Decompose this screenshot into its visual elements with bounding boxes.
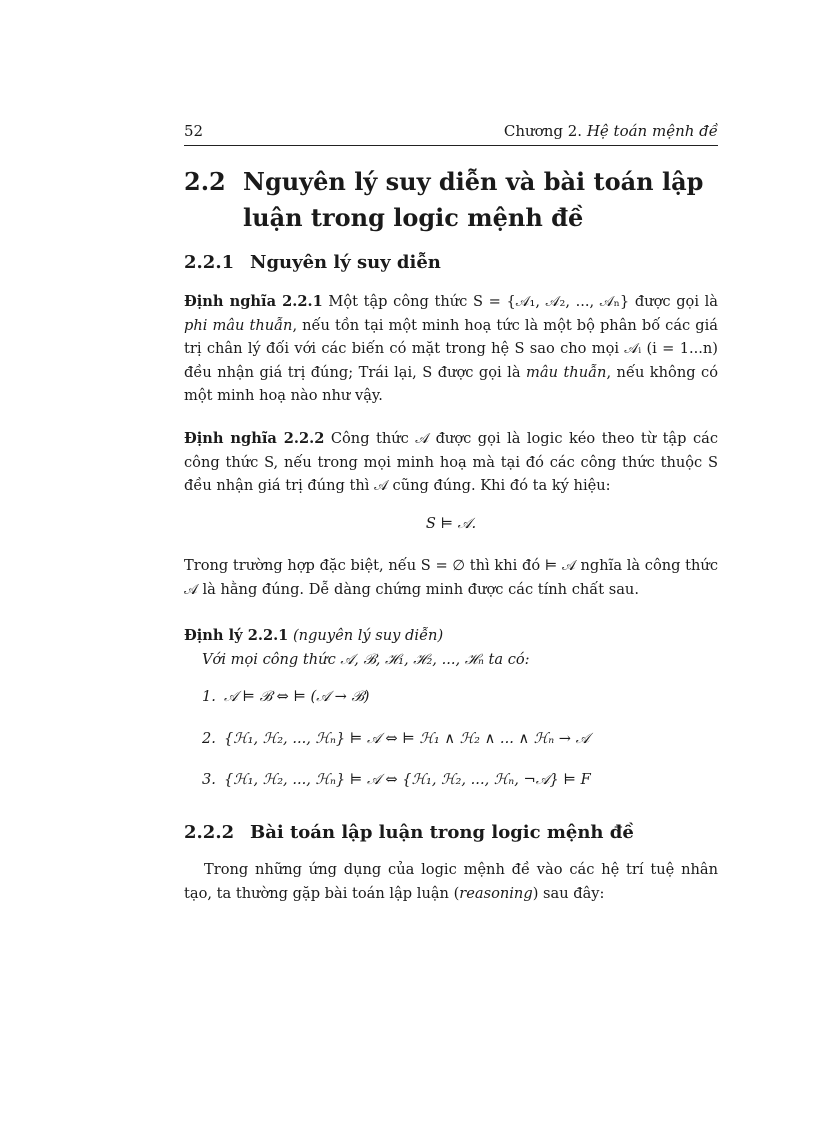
section-heading	[184, 164, 718, 236]
subsection-heading-2	[184, 822, 718, 843]
term: reasoning	[459, 884, 533, 902]
subsection-title: Bài toán lập luận trong logic mệnh đề	[250, 822, 634, 843]
theorem-item-3: 3. {ℋ₁, ℋ₂, ..., ℋₙ} ⊨ 𝒜 ⇔ {ℋ₁, ℋ₂, ..., ℋₙ, ¬𝒜} ⊨ F	[202, 771, 591, 788]
definition-2: Định nghĩa 2.2.2 Công thức 𝒜 được gọi là logic kéo theo từ tập các công thức S, nếu trong mọi minh hoạ mà tại đó các công thức thuộc S đều nhận giá trị đúng thì 𝒜 cũng đúng. Khi đó ta ký hiệu:	[184, 430, 718, 494]
page-number: 52	[184, 122, 204, 140]
definition-label: Định nghĩa 2.2.2	[184, 430, 325, 447]
theorem-intro: Với mọi công thức 𝒜, ℬ, ℋ₁, ℋ₂, ..., ℋₙ ta có:	[202, 651, 530, 668]
closing-paragraph: Trong những ứng dụng của logic mệnh đề vào các hệ trí tuệ nhân tạo, ta thường gặp bài toán lập luận (reasoning) sau đây:	[184, 861, 718, 902]
theorem-name: (nguyên lý suy diễn)	[292, 627, 444, 644]
definition-label: Định nghĩa 2.2.1	[184, 293, 323, 310]
display-formula: S ⊨ 𝒜.	[425, 515, 477, 532]
section-title: Nguyên lý suy diễn và bài toán lập luận trong logic mệnh đề	[243, 167, 704, 232]
term: mâu thuẫn	[526, 363, 607, 381]
chapter-title: Chương 2. Hệ toán mệnh đề	[503, 122, 718, 140]
subsection-number: 2.2.1	[184, 252, 235, 273]
theorem-label: Định lý 2.2.1	[184, 627, 289, 644]
running-header	[184, 122, 718, 146]
definition-1: Định nghĩa 2.2.1 Một tập công thức S = {𝒜₁, 𝒜₂, ..., 𝒜ₙ} được gọi là phi mâu thuẫn, nếu tồn tại một minh hoạ tức là một bộ phân bố các giá trị chân lý đối với các biến có mặt trong hệ S sao cho mọi 𝒜ᵢ (i = 1...n) đều nhận giá trị đúng; Trái lại, S được gọi là mâu thuẫn, nếu không có một minh hoạ nào như vậy.	[184, 293, 719, 404]
term: phi mâu thuẫn	[184, 316, 293, 334]
subsection-title: Nguyên lý suy diễn	[250, 252, 441, 273]
theorem	[184, 624, 718, 648]
subsection-number: 2.2.2	[184, 822, 235, 843]
theorem-item-1: 1. 𝒜 ⊨ ℬ ⇔ ⊨ (𝒜 → ℬ)	[202, 688, 370, 705]
theorem-item-2: 2. {ℋ₁, ℋ₂, ..., ℋₙ} ⊨ 𝒜 ⇔ ⊨ ℋ₁ ∧ ℋ₂ ∧ ... ∧ ℋₙ → 𝒜	[202, 730, 590, 747]
special-case-paragraph: Trong trường hợp đặc biệt, nếu S = ∅ thì khi đó ⊨ 𝒜 nghĩa là công thức 𝒜 là hằng đúng. Dễ dàng chứng minh được các tính chất sau.	[184, 557, 718, 598]
section-number: 2.2	[184, 167, 226, 196]
subsection-heading-1	[184, 252, 718, 273]
